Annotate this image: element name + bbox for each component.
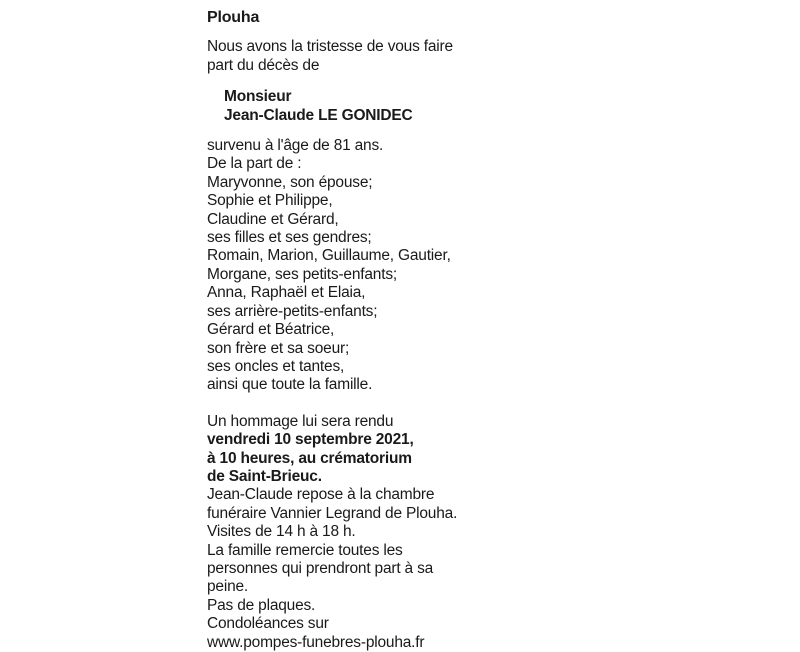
family-line: Maryvonne, son épouse; [207, 173, 373, 191]
deceased-title: Monsieur [224, 88, 292, 106]
details-list [207, 486, 487, 652]
family-line: son frère et sa soeur; [207, 339, 350, 357]
family-line: Romain, Marion, Guillaume, Gautier, [207, 247, 451, 265]
ceremony-intro: Un hommage lui sera rendu [207, 412, 394, 430]
intro-line: part du décès de [207, 56, 320, 74]
details-line: La famille remercie toutes les [207, 541, 403, 559]
details-line: funéraire Vannier Legrand de Plouha. [207, 504, 458, 522]
details-line: personnes qui prendront part à sa [207, 559, 434, 577]
paragraph-gap [207, 395, 487, 413]
family-line: Gérard et Béatrice, [207, 321, 335, 339]
family-line: ses oncles et tantes, [207, 357, 345, 375]
details-line: Visites de 14 h à 18 h. [207, 523, 356, 541]
details-line: peine. [207, 578, 249, 596]
deceased-name-block [224, 88, 487, 125]
family-line: Morgane, ses petits-enfants; [207, 265, 397, 283]
intro-line: Nous avons la tristesse de vous faire [207, 38, 453, 56]
family-list [207, 137, 487, 395]
family-line: ses arrière-petits-enfants; [207, 302, 378, 320]
ceremony-date: vendredi 10 septembre 2021, [207, 431, 414, 449]
condolences-website: www.pompes-funebres-plouha.fr [207, 633, 425, 651]
family-line: Sophie et Philippe, [207, 192, 333, 210]
ceremony-city: de Saint-Brieuc. [207, 467, 322, 485]
details-line: Condoléances sur [207, 615, 329, 633]
family-line: ainsi que toute la famille. [207, 376, 373, 394]
town-heading: Plouha [207, 9, 260, 26]
family-line: ses filles et ses gendres; [207, 229, 372, 247]
family-line: Claudine et Gérard, [207, 210, 339, 228]
family-line: Anna, Raphaël et Elaia, [207, 284, 366, 302]
details-line: Pas de plaques. [207, 596, 316, 614]
ceremony-info [207, 413, 487, 487]
family-line: survenu à l'âge de 81 ans. [207, 137, 384, 155]
intro-text [207, 38, 487, 75]
ceremony-time-place: à 10 heures, au crématorium [207, 449, 412, 467]
details-line: Jean-Claude repose à la chambre [207, 486, 435, 504]
family-line: De la part de : [207, 155, 302, 173]
death-notice [207, 9, 487, 652]
deceased-name: Jean-Claude LE GONIDEC [224, 106, 413, 124]
